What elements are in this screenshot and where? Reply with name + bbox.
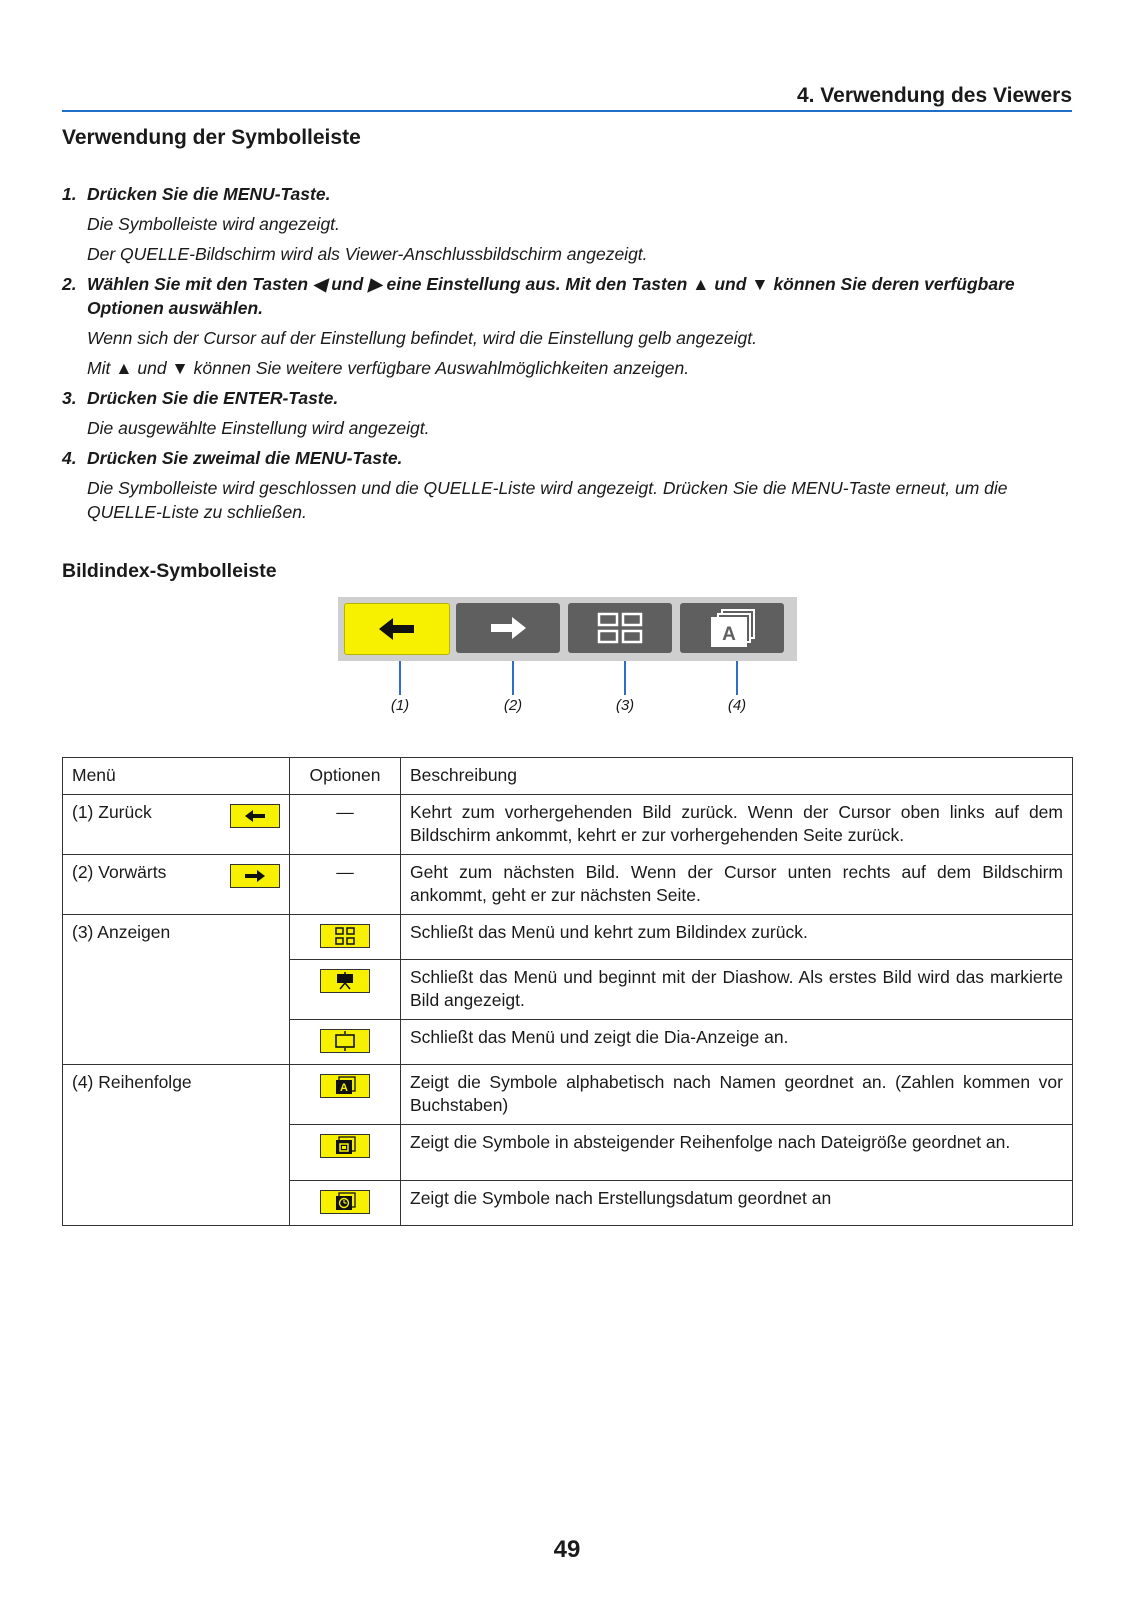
callout-line	[736, 661, 738, 695]
description-cell: Schließt das Menü und beginnt mit der Diashow. Als erstes Bild wird das markierte Bild angezeigt.	[401, 960, 1073, 1020]
callout-label-4: (4)	[727, 697, 747, 714]
step-note: Die Symbolleiste wird angezeigt.	[87, 214, 340, 234]
table-row	[63, 1065, 1073, 1125]
step-title: Drücken Sie zweimal die MENU-Taste.	[87, 448, 403, 468]
description-cell: Zeigt die Symbole in absteigender Reihenfolge nach Dateigröße geordnet an.	[401, 1125, 1073, 1181]
description-cell: Schließt das Menü und zeigt die Dia-Anzeige an.	[401, 1020, 1073, 1065]
step-number: 1.	[62, 184, 77, 204]
step-note: Mit ▲ und ▼ können Sie weitere verfügbare Auswahlmöglichkeiten anzeigen.	[87, 358, 690, 378]
step-item	[62, 446, 1072, 470]
sort-by-date-icon	[320, 1190, 370, 1214]
callout-label-3: (3)	[615, 697, 635, 714]
sort-letter: A	[722, 624, 736, 645]
step-note: Der QUELLE-Bildschirm wird als Viewer-Anschlussbildschirm angezeigt.	[87, 244, 648, 264]
menu-label: (2) Vorwärts	[72, 862, 167, 882]
steps-list	[62, 182, 1072, 524]
toolbar-back-button[interactable]	[344, 603, 450, 655]
menu-label: (1) Zurück	[72, 802, 152, 822]
callout-line	[512, 661, 514, 695]
callout-label-1: (1)	[390, 697, 410, 714]
step-note: Die ausgewählte Einstellung wird angezeigt.	[87, 418, 430, 438]
section-title: Verwendung der Symbolleiste	[62, 126, 361, 149]
description-cell: Geht zum nächsten Bild. Wenn der Cursor unten rechts auf dem Bildschirm ankommt, geht er zur nächsten Seite.	[401, 855, 1073, 915]
single-slide-icon	[320, 1029, 370, 1053]
toolbar-view-button[interactable]	[568, 603, 672, 653]
step-title: Wählen Sie mit den Tasten ◀ und ▶ eine Einstellung aus. Mit den Tasten ▲ und ▼ können Sie deren verfügbare Optionen auswählen.	[87, 274, 1015, 318]
header-description: Beschreibung	[401, 758, 1073, 795]
option-value: —	[290, 795, 401, 855]
step-title: Drücken Sie die MENU-Taste.	[87, 184, 331, 204]
arrow-left-icon	[377, 616, 417, 642]
arrow-right-icon	[488, 615, 528, 641]
step-title: Drücken Sie die ENTER-Taste.	[87, 388, 339, 408]
step-number: 3.	[62, 388, 77, 408]
callout-line	[624, 661, 626, 695]
description-cell: Schließt das Menü und kehrt zum Bildindex zurück.	[401, 915, 1073, 960]
step-note: Die Symbolleiste wird geschlossen und die QUELLE-Liste wird angezeigt. Drücken Sie die MENU-Taste erneut, um die QUELLE-Liste zu schließen.	[87, 478, 1008, 522]
toolbar-forward-button[interactable]	[456, 603, 560, 653]
header-menu: Menü	[63, 758, 290, 795]
table-row	[63, 915, 1073, 960]
description-cell: Zeigt die Symbole nach Erstellungsdatum geordnet an	[401, 1181, 1073, 1226]
callout-line	[399, 661, 401, 695]
menu-label: (4) Reihenfolge	[63, 1065, 290, 1226]
step-number: 2.	[62, 274, 77, 294]
bildindex-toolbar	[338, 597, 797, 661]
sort-by-name-icon	[320, 1074, 370, 1098]
forward-icon	[230, 864, 280, 888]
step-number: 4.	[62, 448, 77, 468]
menu-table	[62, 757, 1073, 1226]
table-row	[63, 795, 1073, 855]
description-cell: Kehrt zum vorhergehenden Bild zurück. Wenn der Cursor oben links auf dem Bildschirm ankommt, kehrt er zur vorhergehenden Seite zurück.	[401, 795, 1073, 855]
back-icon	[230, 804, 280, 828]
step-item	[62, 386, 1072, 410]
step-note: Wenn sich der Cursor auf der Einstellung befindet, wird die Einstellung gelb angezeigt.	[87, 328, 757, 348]
step-item	[62, 272, 1072, 320]
chapter-heading: 4. Verwendung des Viewers	[796, 84, 1072, 107]
option-value: —	[290, 855, 401, 915]
header-rule	[62, 110, 1072, 112]
toolbar-section-title: Bildindex-Symbolleiste	[62, 560, 277, 582]
table-row	[63, 855, 1073, 915]
callout-label-2: (2)	[503, 697, 523, 714]
description-cell: Zeigt die Symbole alphabetisch nach Namen geordnet an. (Zahlen kommen vor Buchstaben)	[401, 1065, 1073, 1125]
slideshow-icon	[320, 969, 370, 993]
step-item	[62, 182, 1072, 206]
bildindex-icon	[320, 924, 370, 948]
sort-letter: A	[340, 1082, 348, 1094]
menu-label: (3) Anzeigen	[63, 915, 290, 1065]
table-header-row	[63, 758, 1073, 795]
grid-view-icon	[596, 611, 644, 645]
sort-order-icon	[706, 608, 758, 648]
sort-by-size-icon	[320, 1134, 370, 1158]
toolbar-sort-button[interactable]	[680, 603, 784, 653]
page-number: 49	[553, 1536, 581, 1563]
header-options: Optionen	[290, 758, 401, 795]
